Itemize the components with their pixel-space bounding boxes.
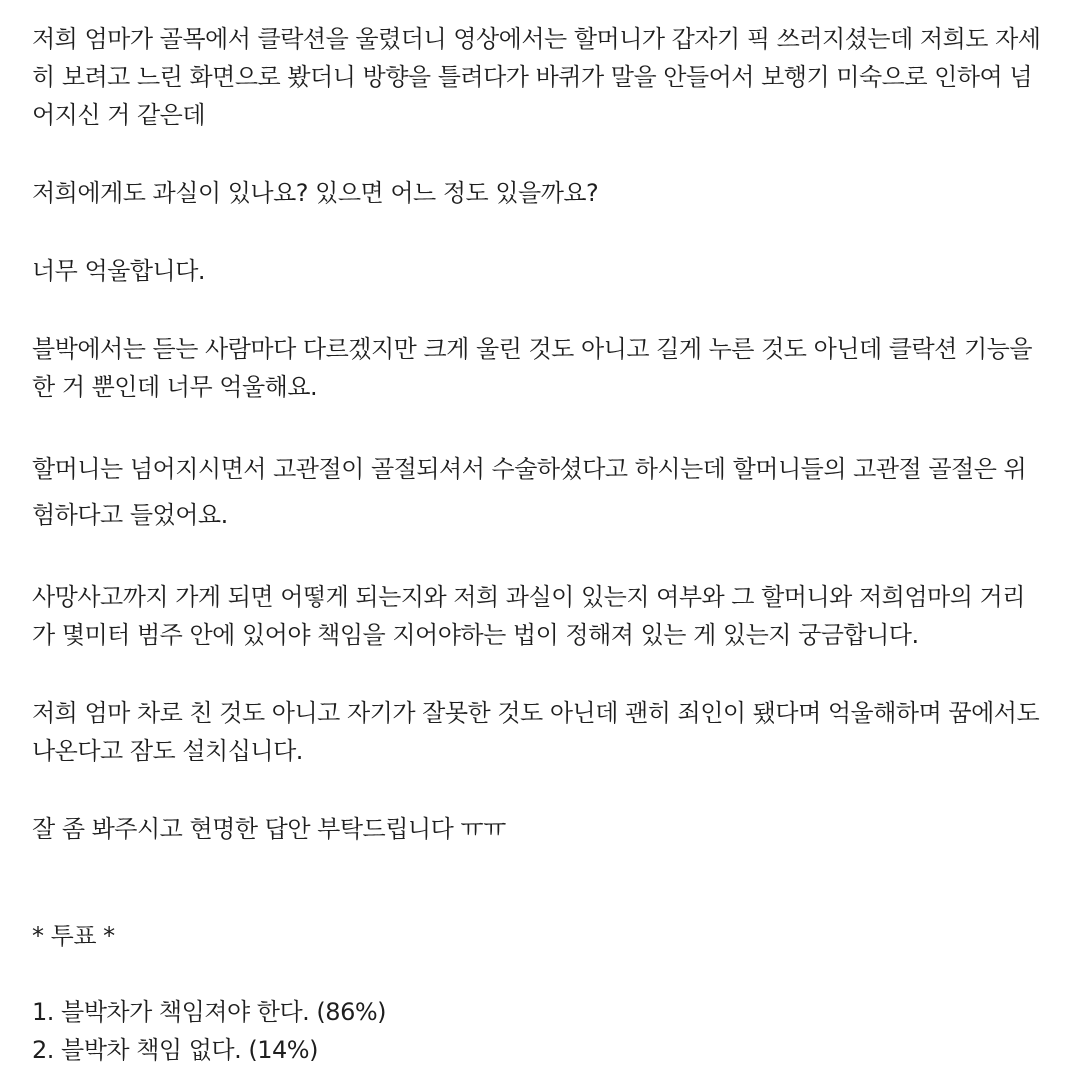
paragraph: 저희 엄마가 골목에서 클락션을 울렸더니 영상에서는 할머니가 갑자기 픽 쓰러지셨는데 저희도 자세히 보려고 느린 화면으로 봤더니 방향을 틀려다가 바퀴가 말을 안들어서 보행기 미숙으로 인하여 넘어지신 거 같은데: [32, 25, 1041, 129]
paragraph: 할머니는 넘어지시면서 고관절이 골절되셔서 수술하셨다고 하시는데 할머니들의 고관절 골절은 위험하다고 들었어요.: [32, 455, 1027, 529]
vote-option-label: 블박차가 책임져야 한다.: [61, 998, 310, 1026]
paragraph: 너무 억울합니다.: [32, 257, 206, 285]
vote-option-percent: ( 86% ): [316, 998, 386, 1026]
paragraph: 저희 엄마 차로 친 것도 아니고 자기가 잘못한 것도 아닌데 괜히 죄인이 됐다며 억울해하며 꿈에서도 나온다고 잠도 설치십니다.: [32, 699, 1040, 765]
vote-option-number: 1.: [32, 998, 54, 1026]
paragraph: 잘 좀 봐주시고 현명한 답안 부탁드립니다 ㅠㅠ: [32, 815, 506, 843]
paragraph: 사망사고까지 가게 되면 어떻게 되는지와 저희 과실이 있는지 여부와 그 할머니와 저희엄마의 거리가 몇미터 범주 안에 있어야 책임을 지어야하는 법이 정해져 있는 게 있는지 궁금합니다.: [32, 583, 1025, 649]
vote-option: [32, 993, 1044, 1031]
vote-option: [32, 1031, 1044, 1069]
vote-options: [32, 993, 1044, 1069]
paragraph: 블박에서는 듣는 사람마다 다르겠지만 크게 울린 것도 아니고 길게 누른 것도 아닌데 클락션 기능을 한 거 뿐인데 너무 억울해요.: [32, 335, 1033, 401]
vote-option-percent: ( 14% ): [248, 1036, 318, 1064]
paragraph: 저희에게도 과실이 있나요? 있으면 어느 정도 있을까요?: [32, 179, 599, 207]
vote-option-number: 2.: [32, 1036, 54, 1064]
vote-title: * 투표 *: [32, 922, 115, 950]
vote-option-label: 블박차 책임 없다.: [61, 1036, 242, 1064]
post-body: [32, 20, 1044, 1069]
